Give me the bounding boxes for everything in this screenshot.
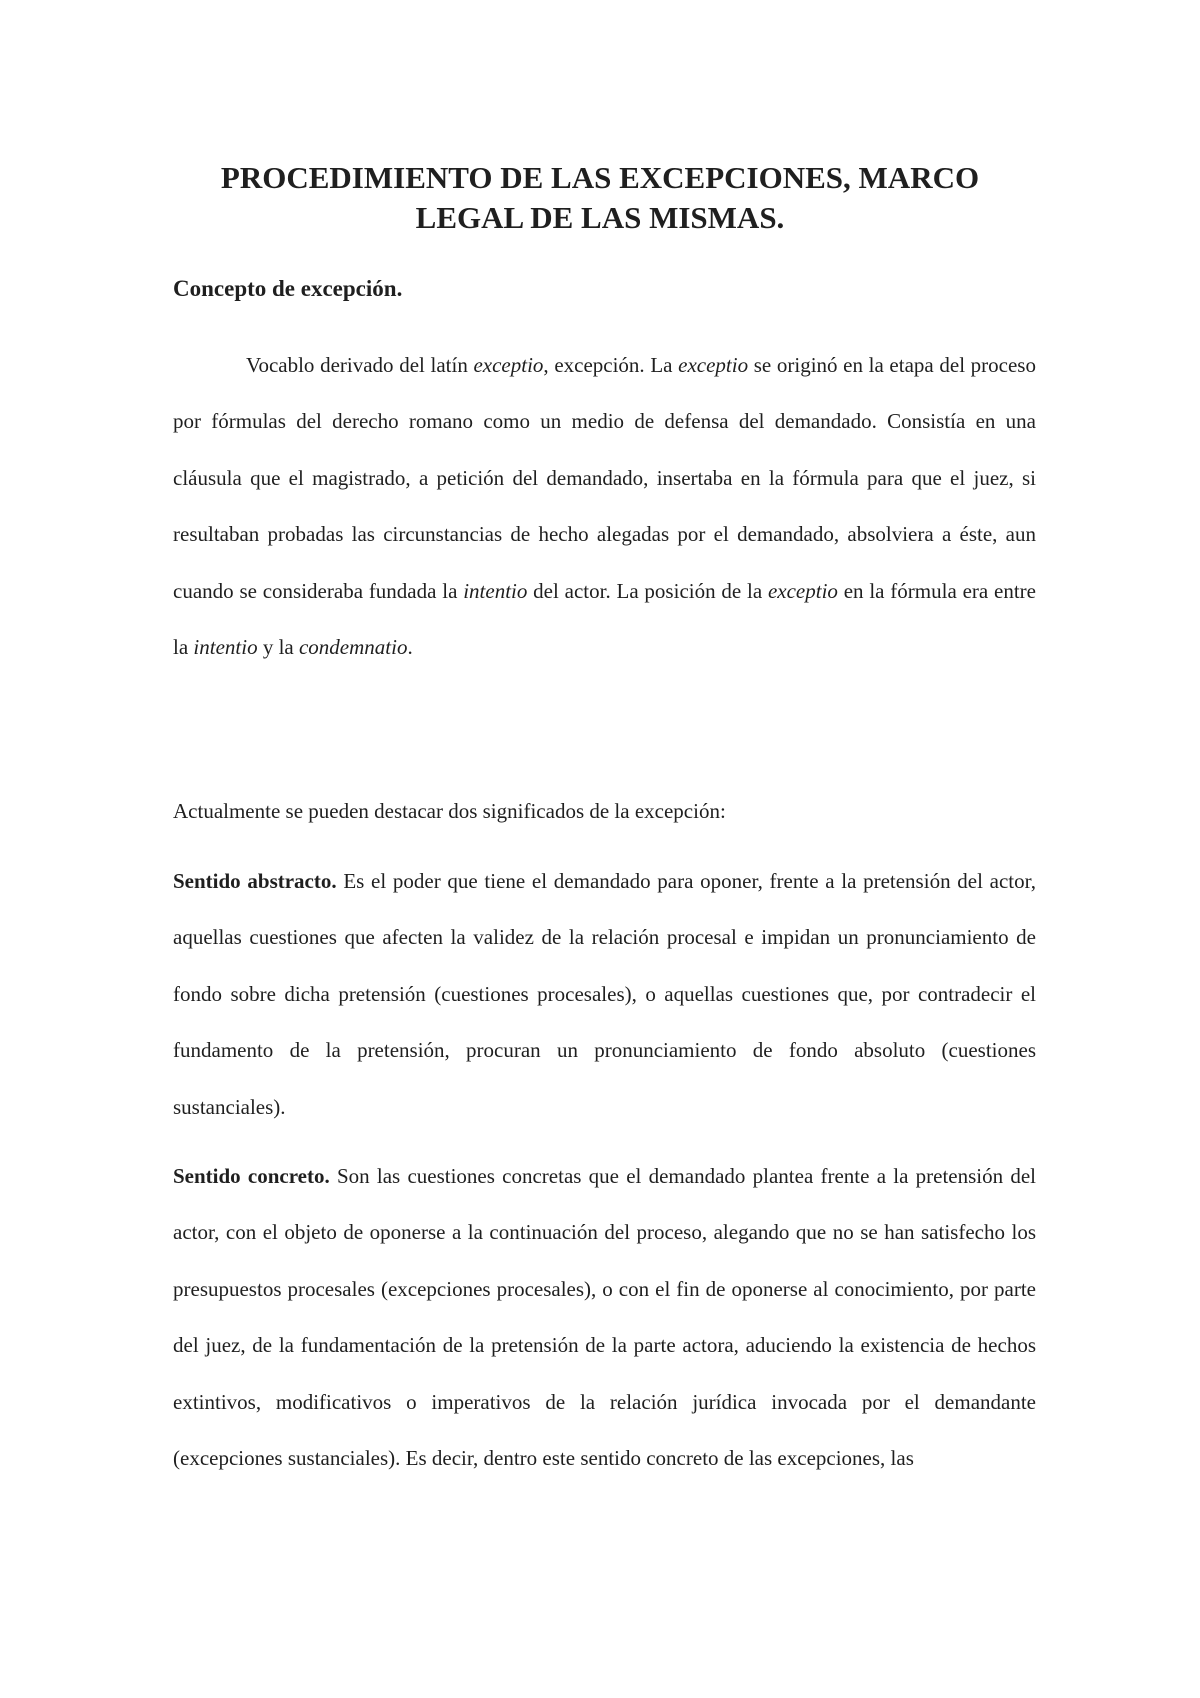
page-title <box>150 158 1050 238</box>
p1-text-3: se originó en la etapa del proceso por fórmulas del derecho romano como un medio de defensa del demandado. Consistía en una cláusula que el magistrado, a petición del demandado, insertaba en la fórmula para que el juez, si resultaban probadas las circunstancias de hecho alegadas por el demandado, absolviera a éste, aun cuando se consideraba fundada la <box>173 353 1036 603</box>
p1-italic-4: exceptio <box>767 578 838 603</box>
title-line-1: PROCEDIMIENTO DE LAS EXCEPCIONES, MARCO <box>220 160 980 195</box>
p4-text: Son las cuestiones concretas que el demandado plantea frente a la pretensión del actor, con el objeto de oponerse a la continuación del proceso, alegando que no se han satisfecho los presupuestos procesales (excepciones procesales), o con el fin de oponerse al conocimiento, por parte del juez, de la fundamentación de la pretensión de la parte actora, aduciendo la existencia de hechos extintivos, modificativos o imperativos de la relación jurídica invocada por el demandante (excepciones sustanciales). Es decir, dentro este sentido concreto de las excepciones, las <box>173 1164 1036 1471</box>
paragraph-sentido-concreto <box>173 1148 1036 1486</box>
section-heading: Concepto de excepción. <box>173 276 403 301</box>
p1-italic-6: condemnatio <box>298 635 408 660</box>
p4-label: Sentido concreto. <box>173 1164 330 1188</box>
p1-text-7: . <box>407 635 413 660</box>
p1-italic-2: exceptio <box>678 353 749 377</box>
paragraph-sentido-abstracto <box>173 853 1036 1135</box>
p3-text: Es el poder que tiene el demandado para oponer, frente a la pretensión del actor, aquellas cuestiones que afecten la validez de la relación procesal e impidan un pronunciamiento de fondo sobre dicha pretensión (cuestiones procesales), o aquellas cuestiones que, por contradecir el fundamento de la pretensión, procuran un pronunciamiento de fondo absoluto (cuestiones sustanciales). <box>173 869 1037 1119</box>
p1-text-5: en la fórmula era entre la <box>173 578 1036 660</box>
p1-italic-5: intentio <box>193 635 258 660</box>
p1-italic-3: intentio <box>463 578 528 603</box>
p1-text-1: Vocablo derivado del latín <box>246 353 474 377</box>
p1-text-6: y la <box>257 635 299 660</box>
title-line-2: LEGAL DE LAS MISMAS. <box>415 200 785 235</box>
p1-italic-1: exceptio <box>473 353 544 377</box>
paragraph-concepto <box>173 337 1036 675</box>
p3-label: Sentido abstracto. <box>173 869 337 893</box>
p1-text-2: , excepción. La <box>543 353 679 377</box>
paragraph-significados: Actualmente se pueden destacar dos significados de la excepción: <box>173 799 726 823</box>
p1-text-4: del actor. La posición de la <box>527 578 768 603</box>
